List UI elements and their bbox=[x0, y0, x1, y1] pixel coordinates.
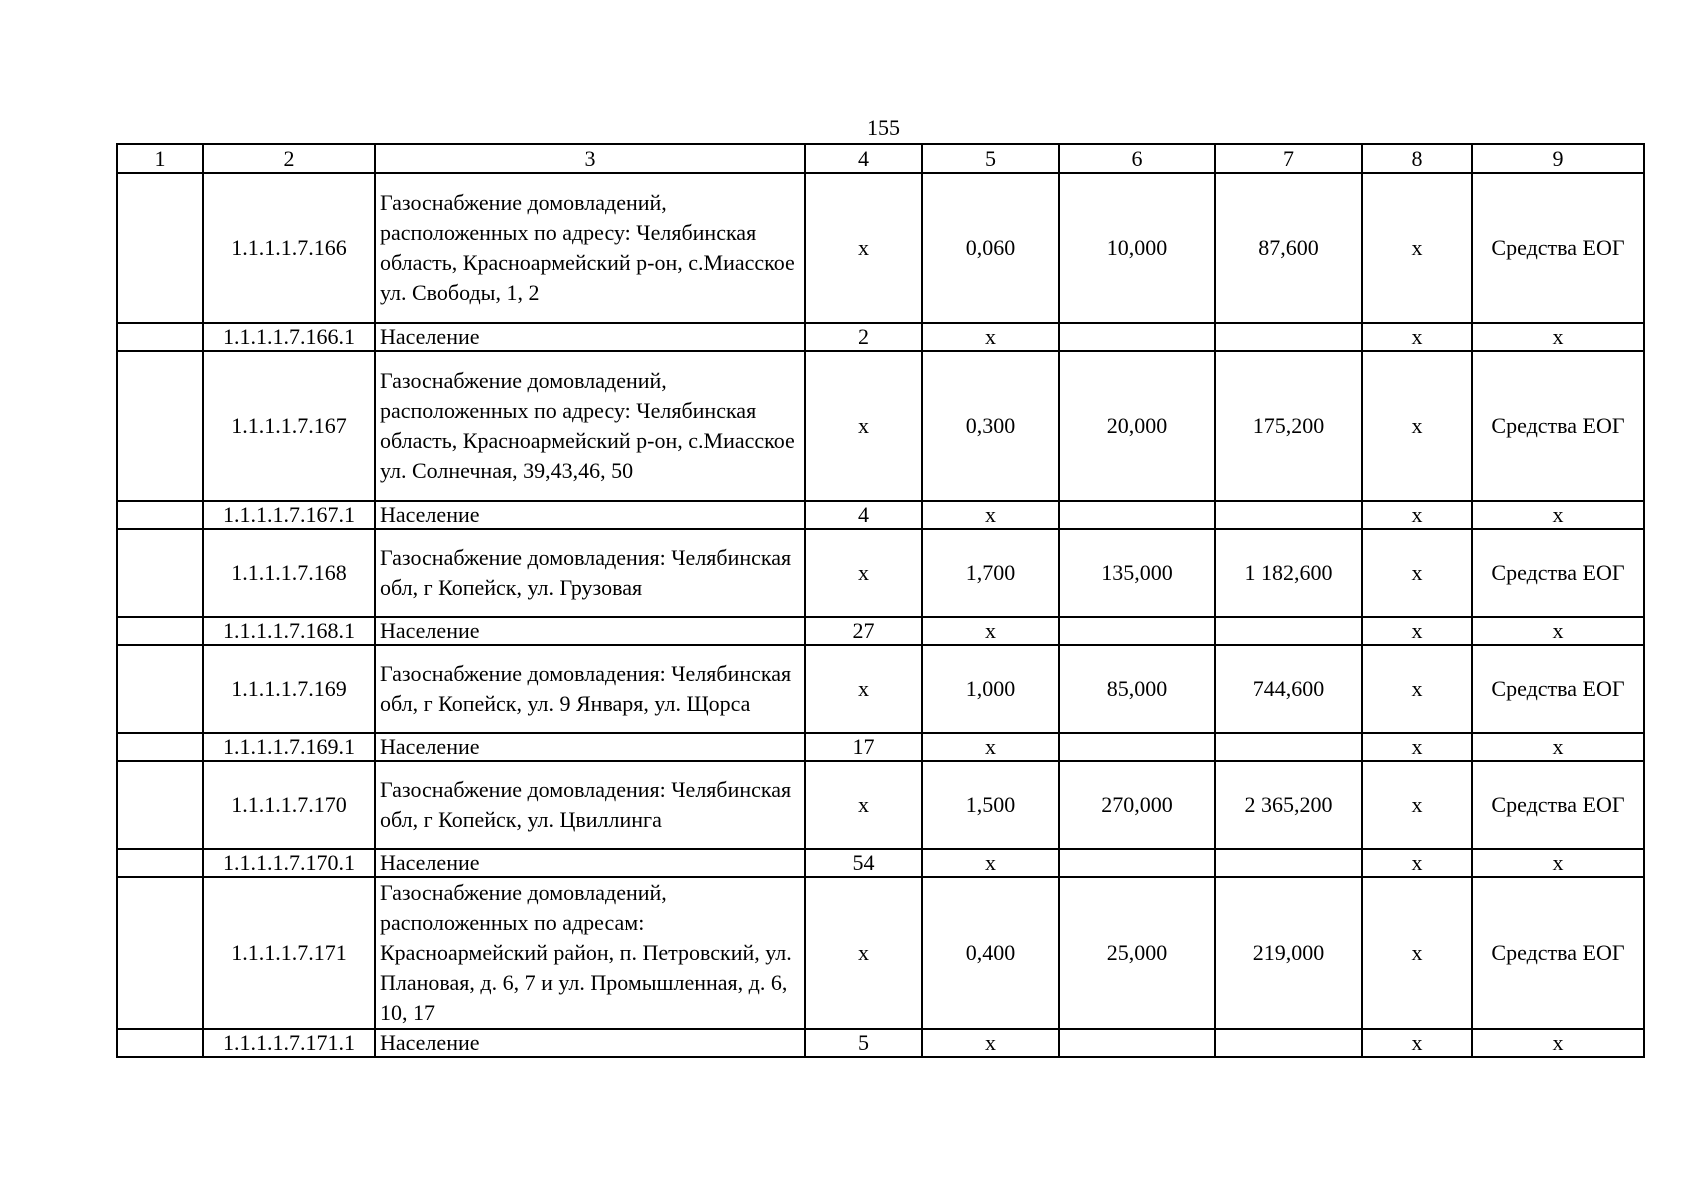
row-index-cell bbox=[117, 351, 203, 501]
header-cell: 6 bbox=[1059, 144, 1215, 173]
col4-cell: x bbox=[805, 761, 922, 849]
col7-cell bbox=[1215, 1029, 1362, 1057]
col8-cell: x bbox=[1362, 351, 1472, 501]
table-row bbox=[117, 501, 1644, 529]
col4-cell: 54 bbox=[805, 849, 922, 877]
row-index-cell bbox=[117, 849, 203, 877]
code-cell: 1.1.1.1.7.170.1 bbox=[203, 849, 375, 877]
col7-cell bbox=[1215, 849, 1362, 877]
table-row bbox=[117, 645, 1644, 733]
table-row bbox=[117, 351, 1644, 501]
source-cell: x bbox=[1472, 849, 1644, 877]
col5-cell: 0,400 bbox=[922, 877, 1059, 1029]
table-row bbox=[117, 733, 1644, 761]
col7-cell bbox=[1215, 501, 1362, 529]
row-index-cell bbox=[117, 173, 203, 323]
col5-cell: 0,300 bbox=[922, 351, 1059, 501]
col8-cell: x bbox=[1362, 733, 1472, 761]
row-index-cell bbox=[117, 529, 203, 617]
header-row bbox=[117, 144, 1644, 173]
col8-cell: x bbox=[1362, 645, 1472, 733]
table-row bbox=[117, 1029, 1644, 1057]
header-cell: 8 bbox=[1362, 144, 1472, 173]
header-cell: 4 bbox=[805, 144, 922, 173]
col6-cell: 135,000 bbox=[1059, 529, 1215, 617]
col5-cell: x bbox=[922, 733, 1059, 761]
col7-cell bbox=[1215, 733, 1362, 761]
row-index-cell bbox=[117, 501, 203, 529]
col8-cell: x bbox=[1362, 173, 1472, 323]
code-cell: 1.1.1.1.7.169.1 bbox=[203, 733, 375, 761]
code-cell: 1.1.1.1.7.168.1 bbox=[203, 617, 375, 645]
col4-cell: 5 bbox=[805, 1029, 922, 1057]
header-cell: 9 bbox=[1472, 144, 1644, 173]
col4-cell: 17 bbox=[805, 733, 922, 761]
col8-cell: x bbox=[1362, 501, 1472, 529]
source-cell: Средства ЕОГ bbox=[1472, 351, 1644, 501]
code-cell: 1.1.1.1.7.171 bbox=[203, 877, 375, 1029]
table-row bbox=[117, 173, 1644, 323]
col4-cell: 2 bbox=[805, 323, 922, 351]
col7-cell: 1 182,600 bbox=[1215, 529, 1362, 617]
source-cell: Средства ЕОГ bbox=[1472, 173, 1644, 323]
col5-cell: 1,000 bbox=[922, 645, 1059, 733]
description-cell: Газоснабжение домовладений, расположенных по адресу: Челябинская область, Красноармейский р-он, с.Миасское ул. Солнечная, 39,43,46, 50 bbox=[375, 351, 805, 501]
col4-cell: x bbox=[805, 645, 922, 733]
col8-cell: x bbox=[1362, 323, 1472, 351]
col6-cell: 10,000 bbox=[1059, 173, 1215, 323]
header-cell: 3 bbox=[375, 144, 805, 173]
col4-cell: x bbox=[805, 877, 922, 1029]
col4-cell: x bbox=[805, 351, 922, 501]
row-index-cell bbox=[117, 877, 203, 1029]
data-table bbox=[116, 143, 1645, 1058]
col5-cell: x bbox=[922, 501, 1059, 529]
description-cell: Население bbox=[375, 323, 805, 351]
code-cell: 1.1.1.1.7.166.1 bbox=[203, 323, 375, 351]
col4-cell: 27 bbox=[805, 617, 922, 645]
header-cell: 5 bbox=[922, 144, 1059, 173]
code-cell: 1.1.1.1.7.168 bbox=[203, 529, 375, 617]
description-cell: Население bbox=[375, 849, 805, 877]
col4-cell: x bbox=[805, 173, 922, 323]
description-cell: Газоснабжение домовладения: Челябинская обл, г Копейск, ул. 9 Января, ул. Щорса bbox=[375, 645, 805, 733]
description-cell: Население bbox=[375, 733, 805, 761]
col6-cell bbox=[1059, 1029, 1215, 1057]
source-cell: x bbox=[1472, 501, 1644, 529]
col6-cell bbox=[1059, 617, 1215, 645]
col6-cell bbox=[1059, 501, 1215, 529]
code-cell: 1.1.1.1.7.171.1 bbox=[203, 1029, 375, 1057]
header-cell: 2 bbox=[203, 144, 375, 173]
header-cell: 7 bbox=[1215, 144, 1362, 173]
description-cell: Население bbox=[375, 501, 805, 529]
description-cell: Население bbox=[375, 617, 805, 645]
description-cell: Газоснабжение домовладения: Челябинская обл, г Копейск, ул. Цвиллинга bbox=[375, 761, 805, 849]
code-cell: 1.1.1.1.7.170 bbox=[203, 761, 375, 849]
col7-cell: 87,600 bbox=[1215, 173, 1362, 323]
source-cell: Средства ЕОГ bbox=[1472, 761, 1644, 849]
col5-cell: x bbox=[922, 323, 1059, 351]
col4-cell: 4 bbox=[805, 501, 922, 529]
code-cell: 1.1.1.1.7.169 bbox=[203, 645, 375, 733]
source-cell: x bbox=[1472, 323, 1644, 351]
col6-cell bbox=[1059, 849, 1215, 877]
source-cell: Средства ЕОГ bbox=[1472, 645, 1644, 733]
col6-cell bbox=[1059, 323, 1215, 351]
col7-cell: 175,200 bbox=[1215, 351, 1362, 501]
source-cell: x bbox=[1472, 1029, 1644, 1057]
source-cell: Средства ЕОГ bbox=[1472, 529, 1644, 617]
row-index-cell bbox=[117, 645, 203, 733]
table-row bbox=[117, 529, 1644, 617]
col6-cell: 20,000 bbox=[1059, 351, 1215, 501]
col6-cell bbox=[1059, 733, 1215, 761]
code-cell: 1.1.1.1.7.167 bbox=[203, 351, 375, 501]
col7-cell: 2 365,200 bbox=[1215, 761, 1362, 849]
description-cell: Газоснабжение домовладений, расположенных по адресу: Челябинская область, Красноармейский р-он, с.Миасское ул. Свободы, 1, 2 bbox=[375, 173, 805, 323]
col7-cell: 744,600 bbox=[1215, 645, 1362, 733]
col5-cell: 1,500 bbox=[922, 761, 1059, 849]
col8-cell: x bbox=[1362, 761, 1472, 849]
col7-cell: 219,000 bbox=[1215, 877, 1362, 1029]
col5-cell: x bbox=[922, 617, 1059, 645]
row-index-cell bbox=[117, 1029, 203, 1057]
col4-cell: x bbox=[805, 529, 922, 617]
table-row bbox=[117, 849, 1644, 877]
code-cell: 1.1.1.1.7.167.1 bbox=[203, 501, 375, 529]
table-row bbox=[117, 323, 1644, 351]
source-cell: x bbox=[1472, 617, 1644, 645]
row-index-cell bbox=[117, 761, 203, 849]
row-index-cell bbox=[117, 733, 203, 761]
col7-cell bbox=[1215, 323, 1362, 351]
description-cell: Газоснабжение домовладения: Челябинская обл, г Копейск, ул. Грузовая bbox=[375, 529, 805, 617]
code-cell: 1.1.1.1.7.166 bbox=[203, 173, 375, 323]
row-index-cell bbox=[117, 323, 203, 351]
row-index-cell bbox=[117, 617, 203, 645]
col6-cell: 25,000 bbox=[1059, 877, 1215, 1029]
col5-cell: x bbox=[922, 1029, 1059, 1057]
col8-cell: x bbox=[1362, 1029, 1472, 1057]
page-number: 155 bbox=[867, 115, 900, 140]
col5-cell: 0,060 bbox=[922, 173, 1059, 323]
col5-cell: 1,700 bbox=[922, 529, 1059, 617]
col6-cell: 270,000 bbox=[1059, 761, 1215, 849]
table-row bbox=[117, 617, 1644, 645]
source-cell: x bbox=[1472, 733, 1644, 761]
col8-cell: x bbox=[1362, 849, 1472, 877]
description-cell: Газоснабжение домовладений, расположенных по адресам: Красноармейский район, п. Петровский, ул. Плановая, д. 6, 7 и ул. Промышленная, д. 6, 10, 17 bbox=[375, 877, 805, 1029]
table-row bbox=[117, 877, 1644, 1029]
source-cell: Средства ЕОГ bbox=[1472, 877, 1644, 1029]
table-row bbox=[117, 761, 1644, 849]
col8-cell: x bbox=[1362, 529, 1472, 617]
col7-cell bbox=[1215, 617, 1362, 645]
col8-cell: x bbox=[1362, 617, 1472, 645]
col6-cell: 85,000 bbox=[1059, 645, 1215, 733]
header-cell: 1 bbox=[117, 144, 203, 173]
description-cell: Население bbox=[375, 1029, 805, 1057]
col5-cell: x bbox=[922, 849, 1059, 877]
col8-cell: x bbox=[1362, 877, 1472, 1029]
